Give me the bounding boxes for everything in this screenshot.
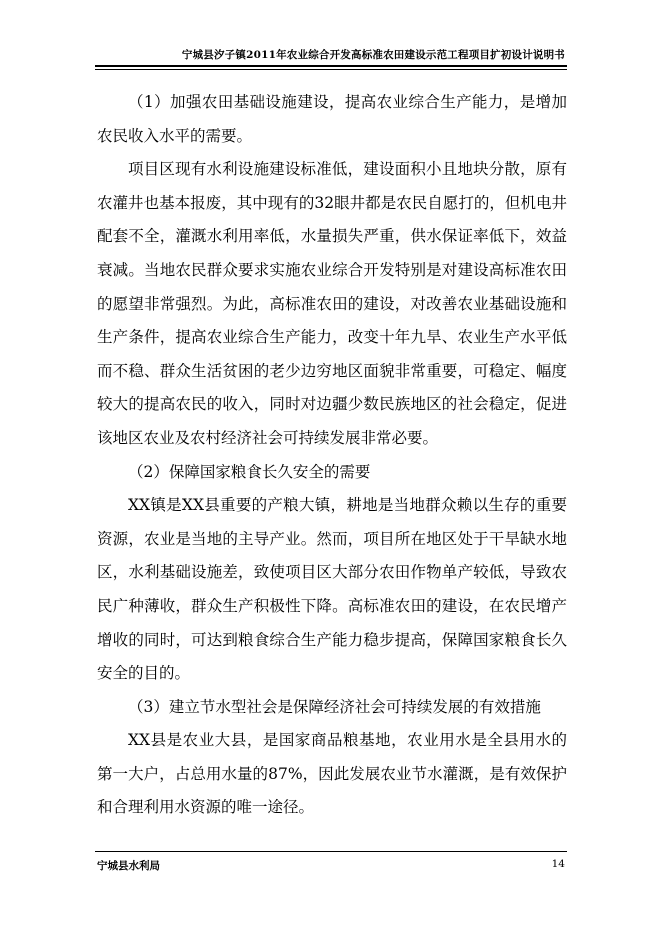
page-footer	[95, 851, 567, 872]
section-2-heading: （2）保障国家粮食长久安全的需要	[128, 462, 371, 481]
section-3-paragraph: XX县是农业大县，是国家商品粮基地，农业用水是全县用水的第一大户，占总用水量的87%，因此发展农业节水灌溉，是有效保护和合理利用水资源的唯一途径。	[97, 731, 567, 817]
page-number: 14	[551, 858, 565, 870]
header-title: 宁城县汐子镇2011年农业综合开发高标准农田建设示范工程项目扩初设计说明书	[181, 49, 565, 61]
header-rule	[95, 69, 567, 70]
footer-organization: 宁城县水利局	[97, 860, 160, 872]
section-1-heading: （1）加强农田基础设施建设，提高农业综合生产能力，是增加农民收入水平的需要。	[97, 93, 567, 145]
section-3-heading: （3）建立节水型社会是保障经济社会可持续发展的有效措施	[128, 697, 541, 716]
section-1-paragraph: 项目区现有水利设施建设标准低，建设面积小且地块分散，原有农灌井也基本报废，其中现有的32眼井都是农民自愿打的，但机电井配套不全，灌溉水利用率低，水量损失严重，供水保证率低下，效益衰减。当地农民群众要求实施农业综合开发特别是对建设高标准农田的愿望非常强烈。为此，高标准农田的建设，对改善农业基础设施和生产条件，提高农业综合生产能力，改变十年九旱、农业生产水平低而不稳、群众生活贫困的老少边穷地区面貌非常重要，可稳定、幅度较大的提高农民的收入，同时对边疆少数民族地区的社会稳定，促进该地区农业及农村经济社会可持续发展非常必要。	[97, 160, 567, 447]
document-body	[97, 86, 567, 825]
section-2-paragraph: XX镇是XX县重要的产粮大镇，耕地是当地群众赖以生存的重要资源，农业是当地的主导产业。然而，项目所在地区处于干旱缺水地区，水利基础设施差，致使项目区大部分农田作物单产较低，导致农民广种薄收，群众生产积极性下降。高标准农田的建设，在农民增产增收的同时，可达到粮食综合生产能力稳步提高，保障国家粮食长久安全的目的。	[97, 496, 567, 683]
page-header	[95, 43, 567, 67]
